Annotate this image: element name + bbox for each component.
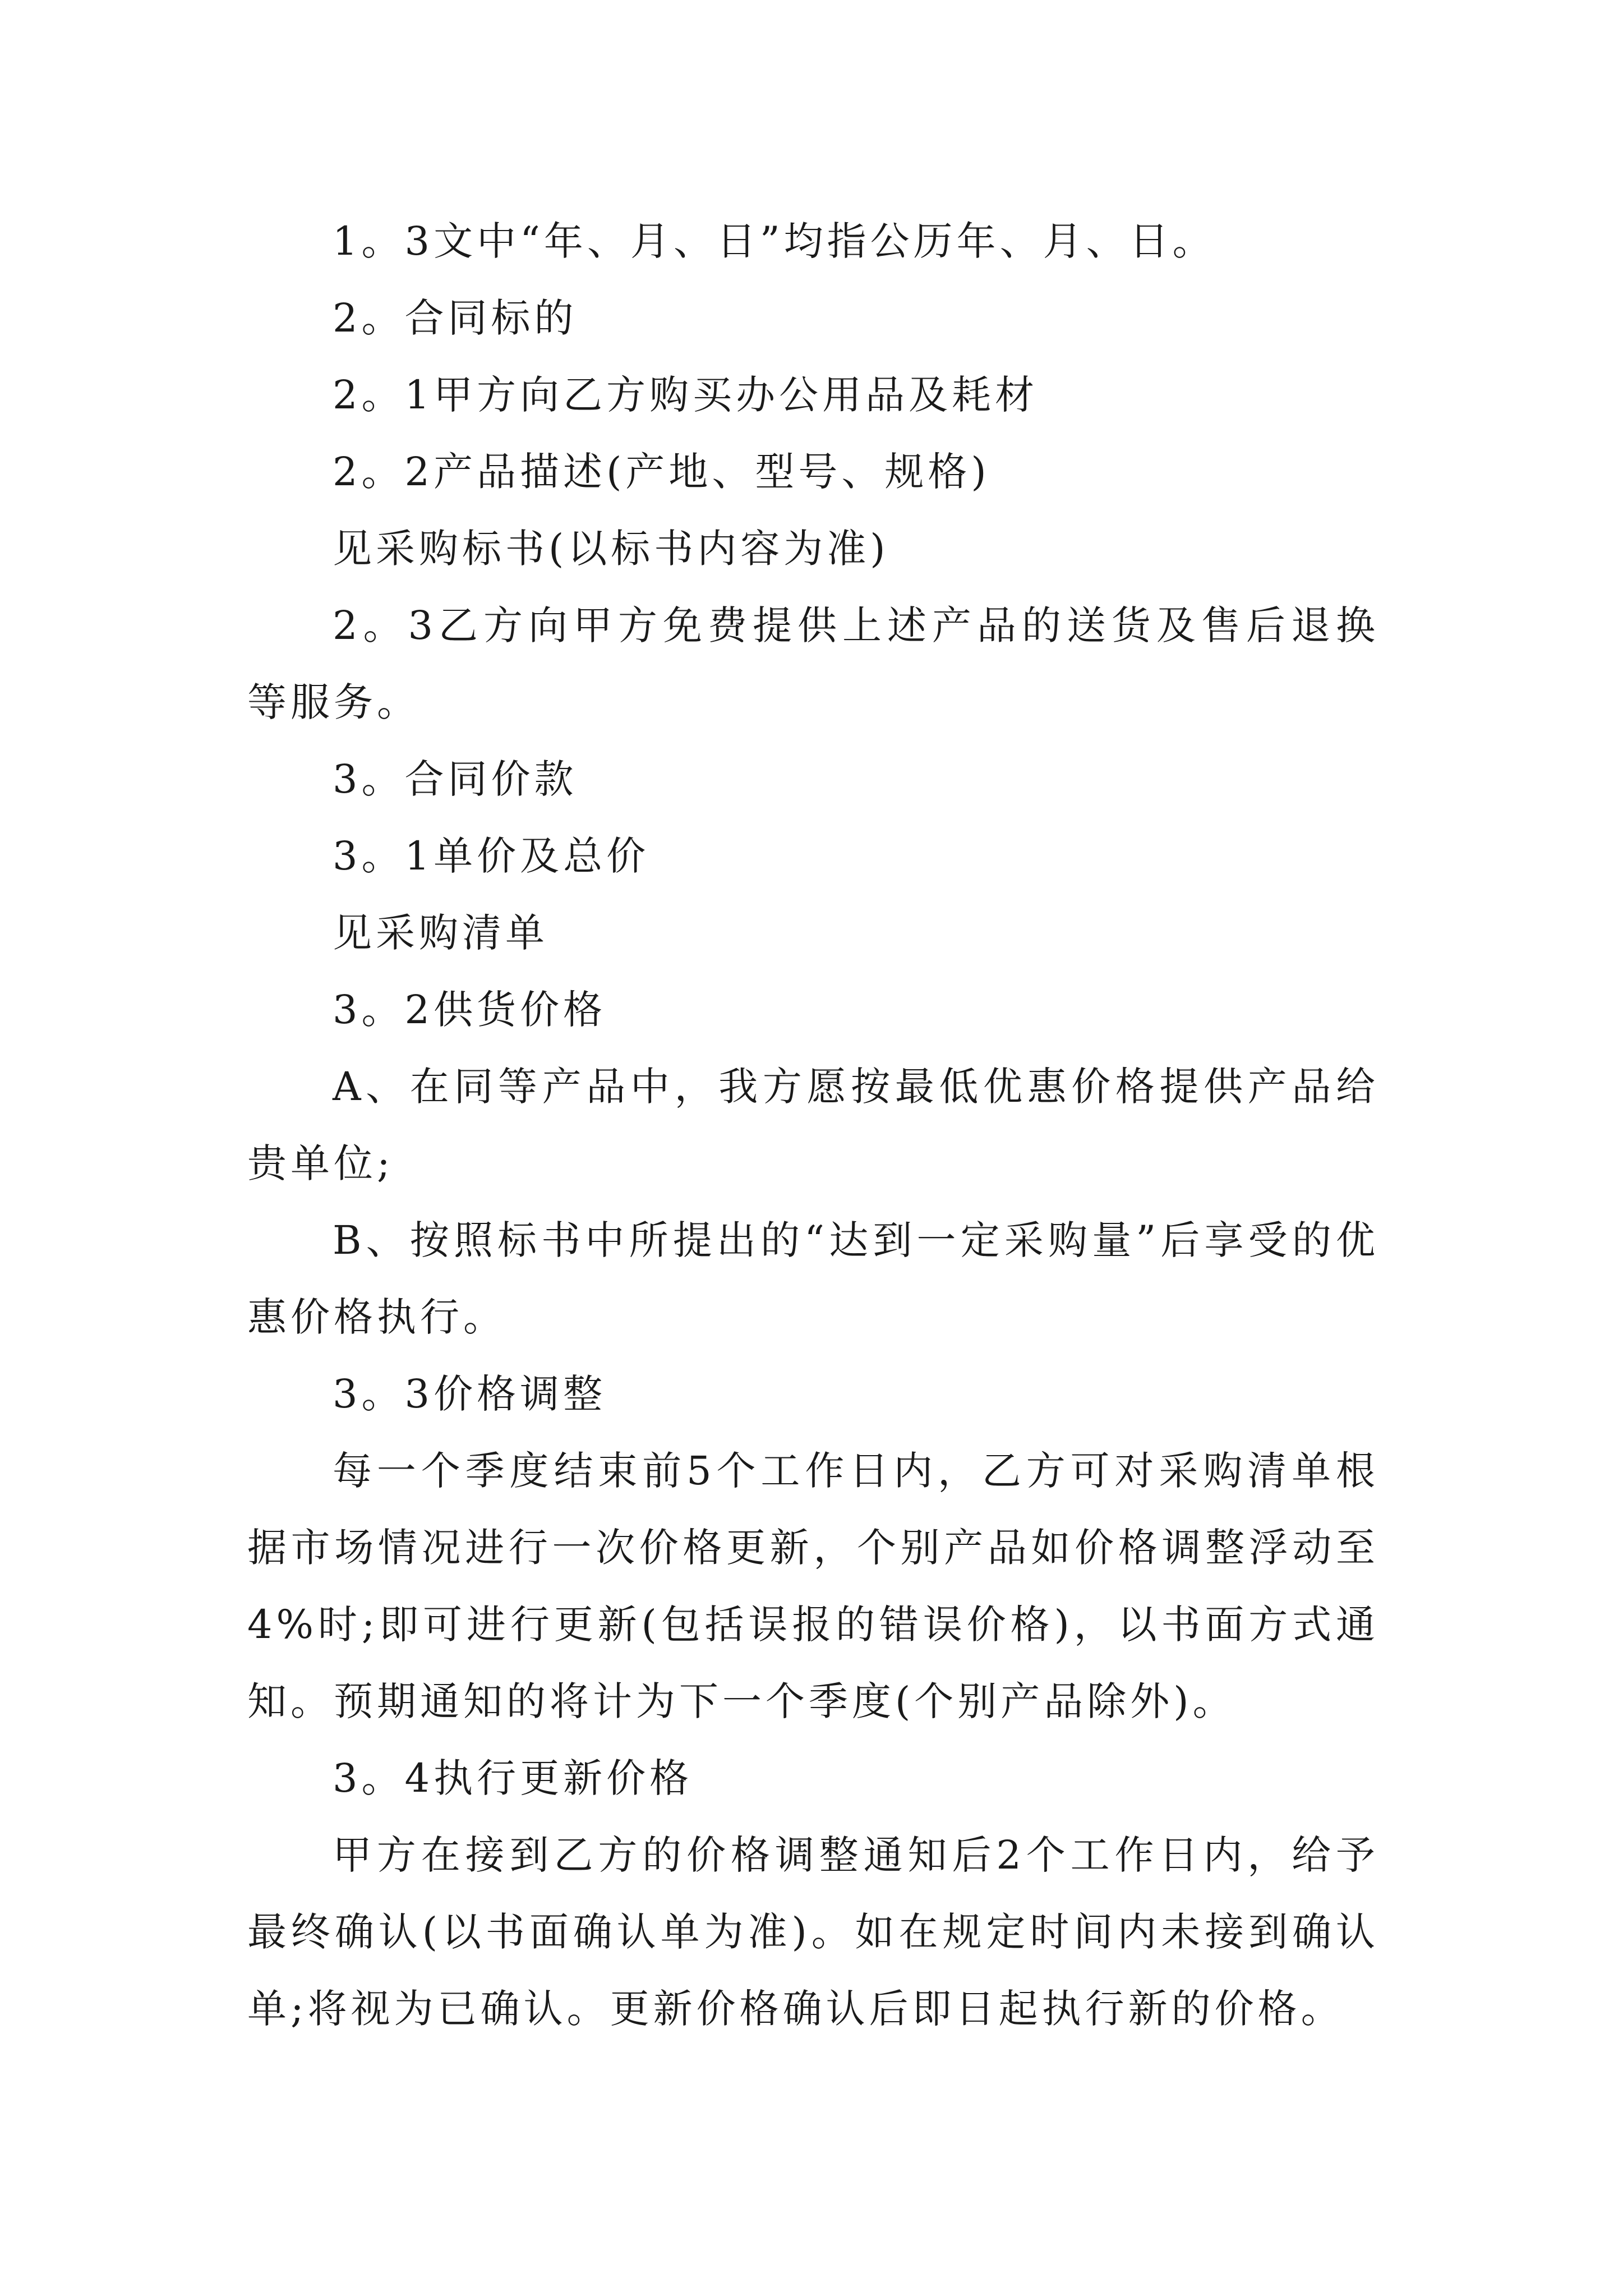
- clause-3-4-detail: 甲方在接到乙方的价格调整通知后2个工作日内，给予最终确认(以书面确认单为准)。如在规定时间内未接到确认单;将视为已确认。更新价格确认后即日起执行新的价格。: [247, 1832, 1379, 2032]
- clause-3-1-detail: 见采购清单: [333, 910, 548, 956]
- heading-contract-subject: 2。合同标的: [333, 295, 578, 341]
- clause-3-2-a: A、在同等产品中，我方愿按最低优惠价格提供产品给贵单位;: [247, 1064, 1379, 1186]
- clause-3-2: 3。2供货价格: [333, 987, 607, 1033]
- clause-2-1: 2。1甲方向乙方购买办公用品及耗材: [333, 372, 1039, 418]
- clause-2-2-detail: 见采购标书(以标书内容为准): [333, 526, 889, 572]
- clause-3-4: 3。4执行更新价格: [333, 1755, 693, 1801]
- clause-3-3-detail: 每一个季度结束前5个工作日内，乙方可对采购清单根据市场情况进行一次价格更新，个别产品如价格调整浮动至4%时;即可进行更新(包括误报的错误价格)，以书面方式通知。预期通知的将计为下一个季度(个别产品除外)。: [247, 1448, 1379, 1724]
- clause-3-3: 3。3价格调整: [333, 1371, 607, 1417]
- clause-3-2-b: B、按照标书中所提出的“达到一定采购量”后享受的优惠价格执行。: [247, 1217, 1379, 1340]
- heading-contract-price: 3。合同价款: [333, 756, 578, 802]
- clause-1-3: 1。3文中“年、月、日”均指公历年、月、日。: [333, 218, 1216, 264]
- document-body: [247, 203, 1379, 2047]
- clause-3-1: 3。1单价及总价: [333, 833, 650, 879]
- clause-2-3: 2。3乙方向甲方免费提供上述产品的送货及售后退换等服务。: [247, 602, 1379, 725]
- clause-2-2: 2。2产品描述(产地、型号、规格): [333, 449, 990, 495]
